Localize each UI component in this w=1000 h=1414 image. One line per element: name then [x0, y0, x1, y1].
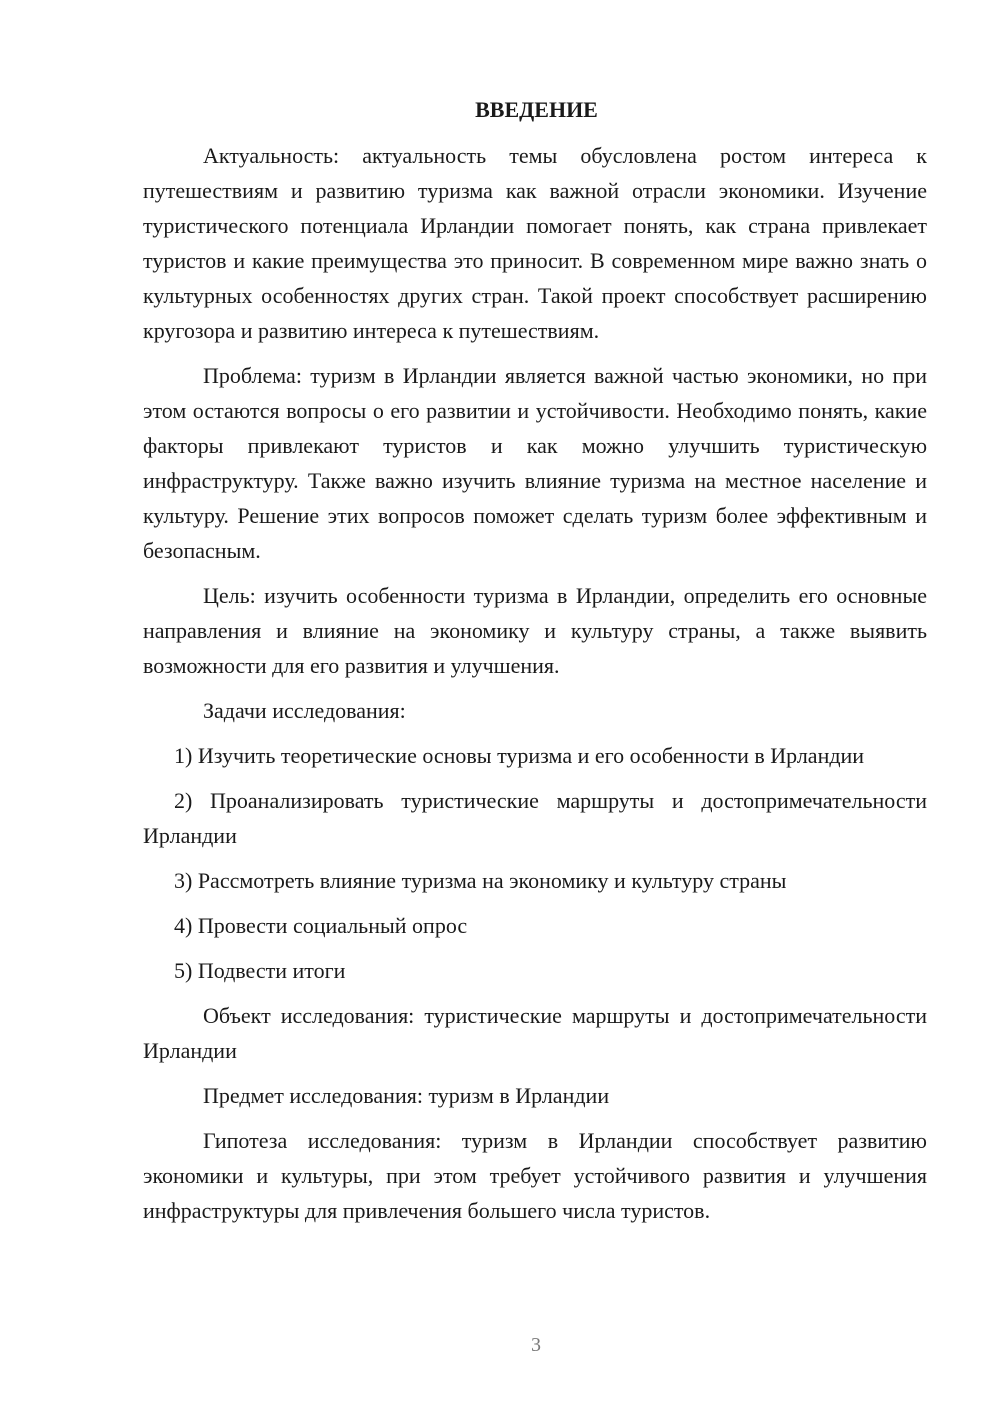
- subject-paragraph: Предмет исследования: туризм в Ирландии: [203, 1083, 610, 1108]
- list-item: 4) Провести социальный опрос: [174, 913, 468, 938]
- hypothesis-paragraph: Гипотеза исследования: туризм в Ирландии способствует развитию экономики и культуры, при этом требует устойчивого развития и улучшения инфраструктуры для привлечения большего числа туристов.: [143, 1128, 927, 1223]
- tasks-list: [143, 738, 927, 988]
- list-item: 1) Изучить теоретические основы туризма и его особенности в Ирландии: [174, 743, 865, 768]
- relevance-paragraph: Актуальность: актуальность темы обусловлена ростом интереса к путешествиям и развитию туризма как важной отрасли экономики. Изучение туристического потенциала Ирландии помогает понять, как страна привлекает туристов и какие преимущества это приносит. В современном мире важно знать о культурных особенностях других стран. Такой проект способствует расширению кругозора и развитию интереса к путешествиям.: [143, 143, 927, 343]
- list-item: 3) Рассмотреть влияние туризма на экономику и культуру страны: [174, 868, 787, 893]
- list-item: 2) Проанализировать туристические маршруты и достопримечательности Ирландии: [143, 788, 927, 848]
- page-title: ВВЕДЕНИЕ: [475, 97, 598, 122]
- page-number: 3: [531, 1334, 541, 1356]
- list-item: 5) Подвести итоги: [174, 958, 346, 983]
- tasks-heading: Задачи исследования:: [203, 698, 406, 723]
- object-paragraph: Объект исследования: туристические маршруты и достопримечательности Ирландии: [143, 1003, 927, 1063]
- problem-paragraph: Проблема: туризм в Ирландии является важной частью экономики, но при этом остаются вопросы о его развитии и устойчивости. Необходимо понять, какие факторы привлекают туристов и как можно улучшить туристическую инфраструктуру. Также важно изучить влияние туризма на местное население и культуру. Решение этих вопросов поможет сделать туризм более эффективным и безопасным.: [143, 363, 927, 563]
- document-page: [143, 92, 927, 1238]
- goal-paragraph: Цель: изучить особенности туризма в Ирландии, определить его основные направления и влияние на экономику и культуру страны, а также выявить возможности для его развития и улучшения.: [143, 583, 927, 678]
